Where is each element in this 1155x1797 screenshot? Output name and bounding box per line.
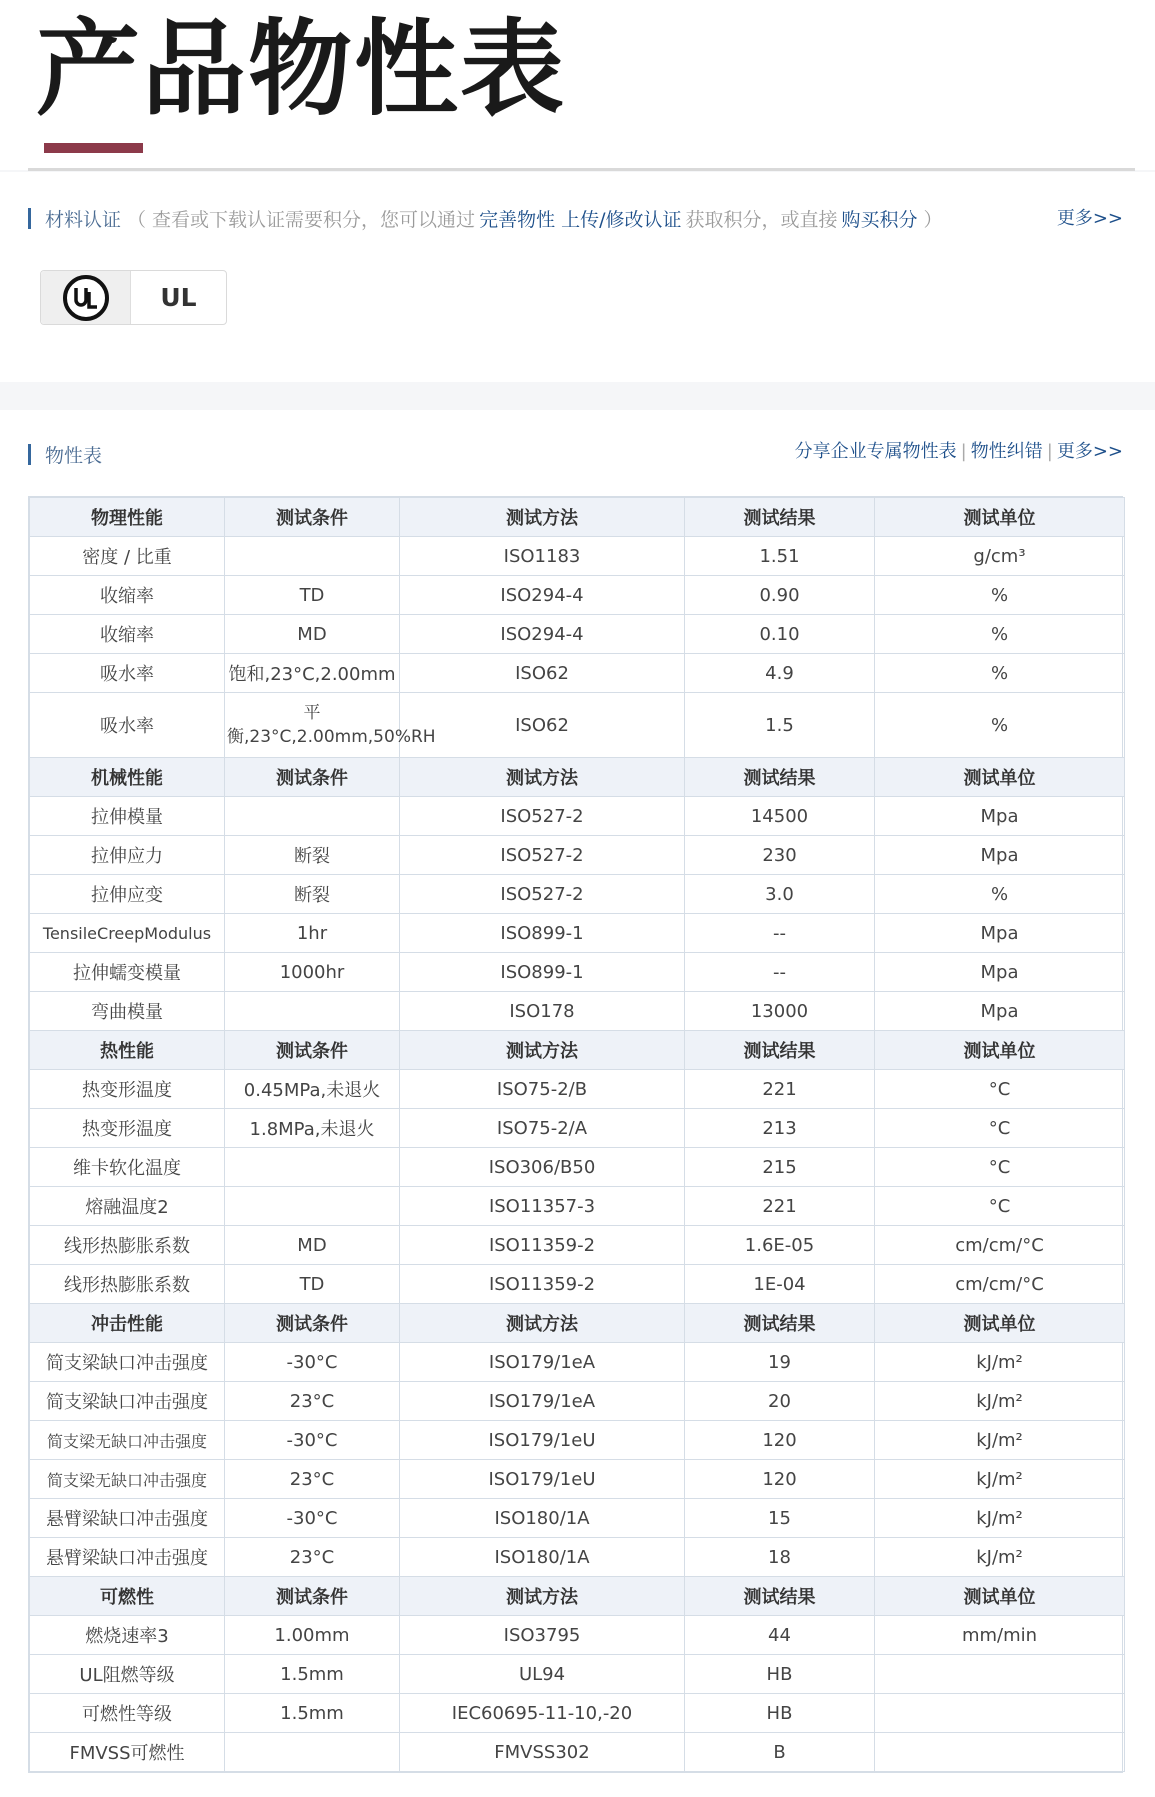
table-cell: ISO11357-3 [400,1187,685,1226]
table-cell: -30°C [225,1499,400,1538]
table-cell: ISO1183 [400,537,685,576]
table-cell: 23°C [225,1382,400,1421]
table-cell: ISO3795 [400,1616,685,1655]
table-group-header [30,758,1125,797]
cert-more-link[interactable]: 更多>> [1056,208,1123,229]
table-cell: IEC60695-11-10,-20 [400,1694,685,1733]
table-cell: % [875,693,1125,758]
table-cell: 平衡,23°C,2.00mm,50%RH [225,693,400,758]
link-report-error[interactable]: 物性纠错 [970,441,1043,462]
link-separator: | [960,441,967,462]
table-row [30,1499,1125,1538]
header-cell: 测试方法 [400,1031,685,1070]
table-cell: 线形热膨胀系数 [30,1265,225,1304]
header-cell: 测试方法 [400,498,685,537]
table-cell: 悬臂梁缺口冲击强度 [30,1499,225,1538]
table-cell: 拉伸应变 [30,875,225,914]
table-row [30,576,1125,615]
table-cell: -- [685,953,875,992]
props-links [795,437,1123,463]
table-cell: 线形热膨胀系数 [30,1226,225,1265]
table-cell: 0.10 [685,615,875,654]
table-cell: Mpa [875,914,1125,953]
header-cell: 测试条件 [225,498,400,537]
header-cell: 冲击性能 [30,1304,225,1343]
table-cell: 221 [685,1070,875,1109]
table-cell: -30°C [225,1421,400,1460]
table-row [30,953,1125,992]
table-cell: 简支梁无缺口冲击强度 [30,1421,225,1460]
cert-section-title: 材料认证 [45,208,122,231]
table-cell: ISO179/1eA [400,1382,685,1421]
table-row [30,654,1125,693]
cert-note-prefix: （ 查看或下载认证需要积分，您可以通过 [127,208,476,231]
table-cell: ISO11359-2 [400,1226,685,1265]
table-cell: ISO294-4 [400,576,685,615]
table-cell: ISO180/1A [400,1499,685,1538]
table-cell: 简支梁无缺口冲击强度 [30,1460,225,1499]
table-row [30,1226,1125,1265]
table-cell: 1.5mm [225,1694,400,1733]
table-cell: TD [225,1265,400,1304]
table-cell: kJ/m² [875,1421,1125,1460]
table-cell: °C [875,1109,1125,1148]
table-cell: 19 [685,1343,875,1382]
link-complete-props[interactable]: 完善物性 [479,208,556,231]
table-cell: 维卡软化温度 [30,1148,225,1187]
table-cell: 221 [685,1187,875,1226]
table-cell: 4.9 [685,654,875,693]
table-cell: 14500 [685,797,875,836]
table-cell: 饱和,23°C,2.00mm [225,654,400,693]
table-cell: ISO62 [400,654,685,693]
ul-cert-label: UL [160,283,197,312]
section-marker [28,444,31,465]
table-cell: ISO899-1 [400,953,685,992]
table-cell: TensileCreepModulus [30,914,225,953]
table-cell: 密度 / 比重 [30,537,225,576]
table-cell: TD [225,576,400,615]
table-group-header [30,498,1125,537]
table-row [30,1460,1125,1499]
table-cell: 收缩率 [30,576,225,615]
table-cell: ISO62 [400,693,685,758]
table-row [30,1070,1125,1109]
table-cell: Mpa [875,992,1125,1031]
table-row [30,836,1125,875]
link-upload-cert[interactable]: 上传/修改认证 [561,208,682,231]
table-row [30,693,1125,758]
table-cell: 可燃性等级 [30,1694,225,1733]
table-row [30,1343,1125,1382]
table-cell: kJ/m² [875,1460,1125,1499]
table-cell: 213 [685,1109,875,1148]
table-cell: ISO527-2 [400,836,685,875]
header-cell: 热性能 [30,1031,225,1070]
table-cell: ISO527-2 [400,797,685,836]
property-table [28,496,1123,1773]
table-cell: 简支梁缺口冲击强度 [30,1382,225,1421]
table-cell [225,797,400,836]
table-row [30,1265,1125,1304]
table-cell: 简支梁缺口冲击强度 [30,1343,225,1382]
table-cell: 18 [685,1538,875,1577]
table-cell: ISO294-4 [400,615,685,654]
cert-note-mid: 获取积分，或直接 [685,208,838,231]
table-cell: cm/cm/°C [875,1226,1125,1265]
table-cell: % [875,576,1125,615]
table-row [30,1616,1125,1655]
table-cell: 弯曲模量 [30,992,225,1031]
table-cell: Mpa [875,797,1125,836]
table-cell: HB [685,1655,875,1694]
table-cell: cm/cm/°C [875,1265,1125,1304]
table-cell: ISO527-2 [400,875,685,914]
table-cell: kJ/m² [875,1343,1125,1382]
table-cell: 120 [685,1421,875,1460]
table-cell: 23°C [225,1538,400,1577]
table-cell [225,1187,400,1226]
table-cell: 1000hr [225,953,400,992]
header-cell: 可燃性 [30,1577,225,1616]
table-cell [875,1694,1125,1733]
table-cell: kJ/m² [875,1382,1125,1421]
table-row [30,537,1125,576]
table-cell: MD [225,1226,400,1265]
table-row [30,914,1125,953]
table-cell: 3.0 [685,875,875,914]
table-cell: % [875,654,1125,693]
props-section-header [28,442,102,466]
table-cell: ISO179/1eA [400,1343,685,1382]
table-row [30,1148,1125,1187]
table-cell: ISO179/1eU [400,1421,685,1460]
title-accent-bar [44,143,143,153]
table-cell: kJ/m² [875,1538,1125,1577]
header-cell: 测试结果 [685,1577,875,1616]
table-cell [225,1148,400,1187]
table-cell: FMVSS可燃性 [30,1733,225,1772]
header-cell: 测试方法 [400,1304,685,1343]
header-cell: 测试条件 [225,1031,400,1070]
header-cell: 测试结果 [685,498,875,537]
table-cell: 15 [685,1499,875,1538]
table-cell: 120 [685,1460,875,1499]
table-cell: 1.8MPa,未退火 [225,1109,400,1148]
header-cell: 测试方法 [400,1577,685,1616]
table-row [30,1694,1125,1733]
header-cell: 测试条件 [225,1304,400,1343]
table-row [30,875,1125,914]
table-row [30,797,1125,836]
header-cell: 测试单位 [875,1031,1125,1070]
table-cell: 1.6E-05 [685,1226,875,1265]
table-cell: 热变形温度 [30,1070,225,1109]
table-cell: -30°C [225,1343,400,1382]
table-cell: B [685,1733,875,1772]
table-cell [225,537,400,576]
hero-banner [0,0,1155,170]
table-cell: UL94 [400,1655,685,1694]
header-cell: 测试条件 [225,758,400,797]
table-row [30,1538,1125,1577]
table-cell [875,1733,1125,1772]
table-cell: 悬臂梁缺口冲击强度 [30,1538,225,1577]
table-cell: ISO178 [400,992,685,1031]
table-cell: % [875,875,1125,914]
table-cell: 1.5mm [225,1655,400,1694]
table-cell: ISO179/1eU [400,1460,685,1499]
table-cell: 1hr [225,914,400,953]
table-row [30,1733,1125,1772]
table-cell: ISO75-2/A [400,1109,685,1148]
table-cell [225,1733,400,1772]
ul-logo-icon [41,271,131,324]
table-cell: % [875,615,1125,654]
table-cell: 215 [685,1148,875,1187]
table-cell: ISO75-2/B [400,1070,685,1109]
table-group-header [30,1031,1125,1070]
table-cell: 44 [685,1616,875,1655]
header-cell: 测试条件 [225,1577,400,1616]
page-title: 产品物性表 [36,8,567,130]
table-cell: FMVSS302 [400,1733,685,1772]
table-row [30,1187,1125,1226]
table-cell: kJ/m² [875,1499,1125,1538]
table-cell: 1.51 [685,537,875,576]
link-share-sheet[interactable]: 分享企业专属物性表 [794,441,957,462]
header-cell: 测试结果 [685,758,875,797]
table-row [30,992,1125,1031]
header-cell: 测试结果 [685,1304,875,1343]
table-cell: UL阻燃等级 [30,1655,225,1694]
header-cell: 测试单位 [875,1304,1125,1343]
header-cell: 测试方法 [400,758,685,797]
table-cell [225,992,400,1031]
link-buy-points[interactable]: 购买积分 [841,208,918,231]
table-cell: 拉伸模量 [30,797,225,836]
table-cell: 断裂 [225,836,400,875]
table-cell: °C [875,1187,1125,1226]
header-cell: 测试结果 [685,1031,875,1070]
table-cell: 拉伸蠕变模量 [30,953,225,992]
header-cell: 测试单位 [875,498,1125,537]
table-cell: 23°C [225,1460,400,1499]
table-cell: Mpa [875,836,1125,875]
header-cell: 测试单位 [875,758,1125,797]
table-cell: 1.00mm [225,1616,400,1655]
table-cell: 20 [685,1382,875,1421]
table-cell: °C [875,1148,1125,1187]
table-group-header [30,1577,1125,1616]
table-cell: 0.45MPa,未退火 [225,1070,400,1109]
table-cell [875,1655,1125,1694]
cert-note-suffix: ） [923,208,943,231]
table-cell: 吸水率 [30,654,225,693]
table-cell: 拉伸应力 [30,836,225,875]
table-cell: 燃烧速率3 [30,1616,225,1655]
table-cell: MD [225,615,400,654]
table-cell: mm/min [875,1616,1125,1655]
props-more-link[interactable]: 更多>> [1056,441,1123,462]
table-row [30,1109,1125,1148]
header-cell: 机械性能 [30,758,225,797]
cert-section-header [28,206,943,230]
table-cell: HB [685,1694,875,1733]
table-cell: ISO306/B50 [400,1148,685,1187]
title-divider [28,168,1135,171]
ul-cert-badge[interactable] [40,270,227,325]
table-cell: 230 [685,836,875,875]
table-cell: 吸水率 [30,693,225,758]
table-row [30,1421,1125,1460]
table-cell: -- [685,914,875,953]
table-cell: g/cm³ [875,537,1125,576]
table-cell: 1.5 [685,693,875,758]
table-cell: 1E-04 [685,1265,875,1304]
table-cell: 收缩率 [30,615,225,654]
table-cell: ISO180/1A [400,1538,685,1577]
table-cell: 熔融温度2 [30,1187,225,1226]
table-cell: Mpa [875,953,1125,992]
table-cell: 13000 [685,992,875,1031]
section-marker [28,208,31,229]
header-cell: 物理性能 [30,498,225,537]
table-row [30,1655,1125,1694]
table-row [30,1382,1125,1421]
props-section-title: 物性表 [45,444,103,467]
table-group-header [30,1304,1125,1343]
header-cell: 测试单位 [875,1577,1125,1616]
table-cell: ISO899-1 [400,914,685,953]
table-cell: °C [875,1070,1125,1109]
table-cell: ISO11359-2 [400,1265,685,1304]
table-cell: 热变形温度 [30,1109,225,1148]
link-separator: | [1046,441,1053,462]
table-row [30,615,1125,654]
table-cell: 断裂 [225,875,400,914]
table-cell: 0.90 [685,576,875,615]
